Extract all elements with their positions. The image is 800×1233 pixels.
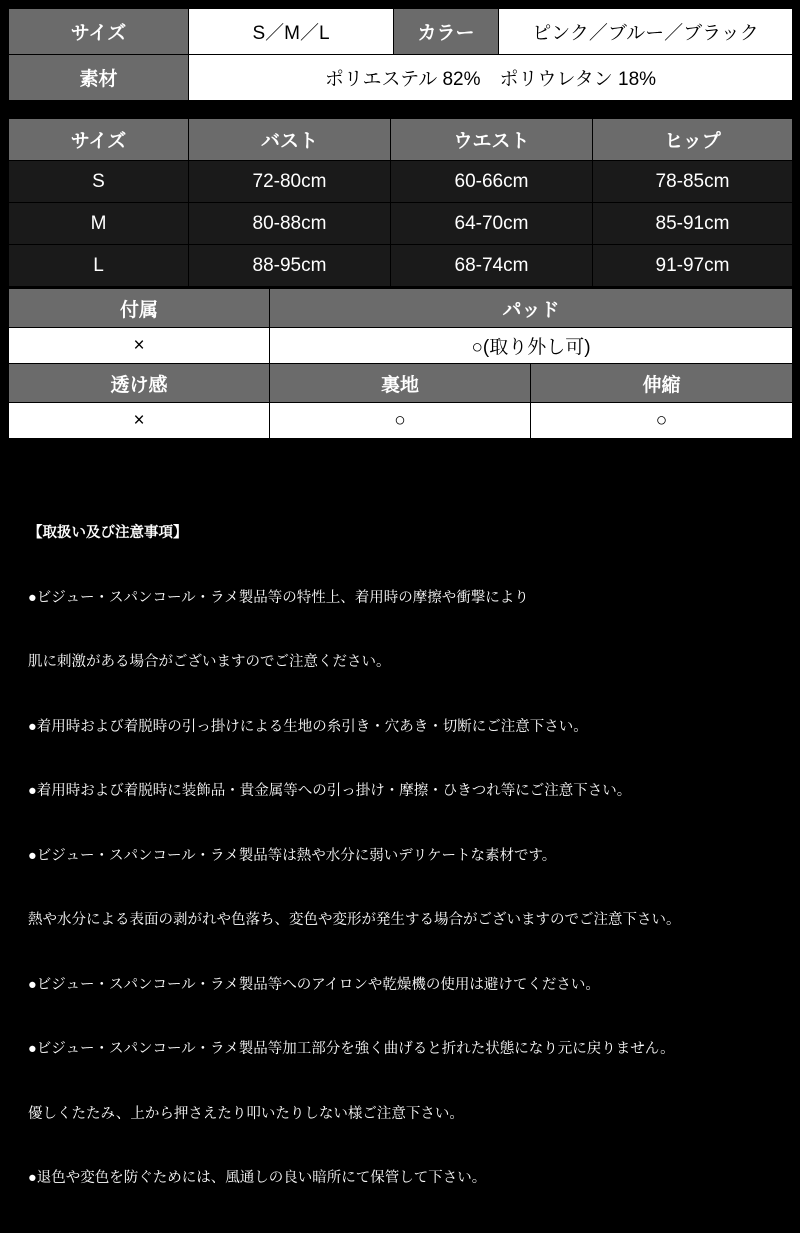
table-row: [9, 9, 793, 55]
size-col-header-size: サイズ: [9, 119, 189, 161]
spec-value-size: S／M／L: [189, 9, 394, 55]
size-row-label: L: [9, 245, 189, 287]
table-header-row: [9, 289, 793, 328]
feature-value-stretch: ○: [531, 403, 793, 439]
feature-value-sheerness: ×: [9, 403, 270, 439]
size-col-header-hip: ヒップ: [593, 119, 793, 161]
care-note-line: ●ビジュー・スパンコール・ラメ製品等加工部分を強く曲げると折れた状態になり元に戻りません。: [28, 1041, 675, 1057]
care-notes-title: 【取扱い及び注意事項】: [28, 525, 188, 541]
care-note-line: ●退色や変色を防ぐためには、風通しの良い暗所にて保管して下さい。: [28, 1170, 487, 1186]
feature-value-pad: ○(取り外し可): [270, 328, 793, 364]
table-row: [9, 328, 793, 364]
feature-header-pad: パッド: [270, 289, 793, 328]
table-row: [9, 161, 793, 203]
feature-header-lining: 裏地: [270, 364, 531, 403]
table-header-row: [9, 119, 793, 161]
feature-header-sheerness: 透け感: [9, 364, 270, 403]
care-note-line: ●着用時および着脱時の引っ掛けによる生地の糸引き・穴あき・切断にご注意下さい。: [28, 718, 588, 735]
size-cell-hip: 85-91cm: [593, 203, 793, 245]
spec-value-color: ピンク／ブルー／ブラック: [499, 9, 793, 55]
table-row: [9, 403, 793, 439]
size-cell-waist: 60-66cm: [391, 161, 593, 203]
spec-header-color: カラー: [394, 9, 499, 55]
size-row-label: M: [9, 203, 189, 245]
table-row: [9, 203, 793, 245]
spec-header-size: サイズ: [9, 9, 189, 55]
size-chart-table: [8, 118, 793, 287]
size-cell-hip: 78-85cm: [593, 161, 793, 203]
feature-table: [8, 288, 793, 439]
care-note-line: ●ビジュー・スパンコール・ラメ製品等へのアイロンや乾燥機の使用は避けてください。: [28, 976, 600, 993]
care-note-line: ●着用時および着脱時に装飾品・貴金属等への引っ掛け・摩擦・ひきつれ等にご注意下さい。: [28, 783, 632, 799]
feature-header-accessory: 付属: [9, 289, 270, 328]
size-cell-waist: 68-74cm: [391, 245, 593, 287]
size-cell-bust: 88-95cm: [189, 245, 391, 287]
size-col-header-waist: ウエスト: [391, 119, 593, 161]
size-cell-hip: 91-97cm: [593, 245, 793, 287]
care-note-line: 優しくたたみ、上から押さえたり叩いたりしない様ご注意下さい。: [28, 1105, 464, 1122]
spec-header-material: 素材: [9, 55, 189, 101]
feature-value-lining: ○: [270, 403, 531, 439]
size-col-header-bust: バスト: [189, 119, 391, 161]
care-note-line: ●ビジュー・スパンコール・ラメ製品等は熱や水分に弱いデリケートな素材です。: [28, 847, 557, 864]
care-notes: [28, 480, 778, 1233]
care-note-line: 熱や水分による表面の剥がれや色落ち、変色や変形が発生する場合がございますのでご注意下さい。: [28, 912, 681, 928]
feature-header-stretch: 伸縮: [531, 364, 793, 403]
table-row: [9, 55, 793, 101]
spec-table: [8, 8, 793, 101]
care-note-line: 肌に刺激がある場合がございますのでご注意ください。: [28, 654, 391, 670]
size-cell-waist: 64-70cm: [391, 203, 593, 245]
table-header-row: [9, 364, 793, 403]
care-note-line: ●ビジュー・スパンコール・ラメ製品等の特性上、着用時の摩擦や衝撃により: [28, 589, 529, 606]
size-cell-bust: 80-88cm: [189, 203, 391, 245]
feature-value-accessory: ×: [9, 328, 270, 364]
table-row: [9, 245, 793, 287]
spec-value-material: ポリエステル 82% ポリウレタン 18%: [189, 55, 793, 101]
size-cell-bust: 72-80cm: [189, 161, 391, 203]
size-row-label: S: [9, 161, 189, 203]
